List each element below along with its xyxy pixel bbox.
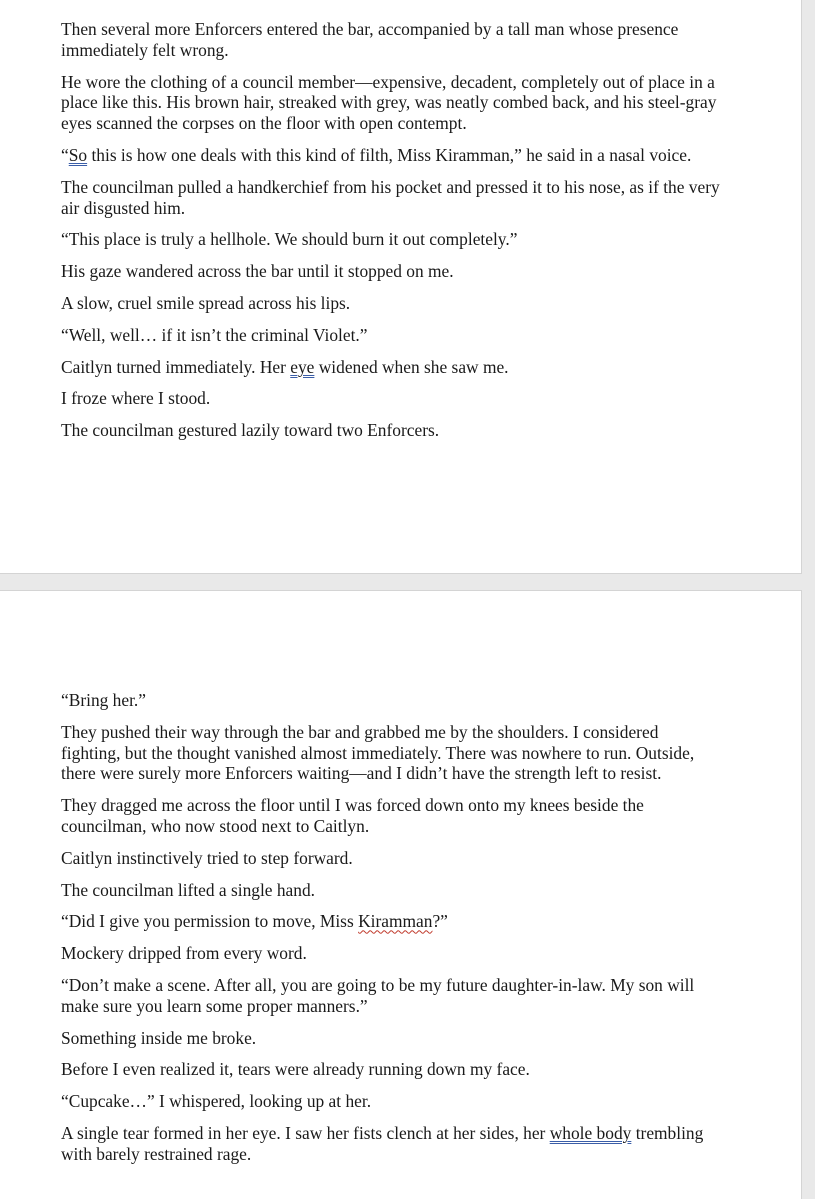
paragraph[interactable]: Mockery dripped from every word. [61, 943, 307, 964]
paragraph[interactable]: “Cupcake…” I whispered, looking up at her. [61, 1091, 372, 1112]
grammar-flag[interactable]: So [68, 144, 88, 165]
paragraph[interactable]: He wore the clothing of a council member—expensive, decadent, completely out of place in a place like this. His brown hair, streaked with grey, was neatly combed back, and his steel-gray eyes scanned the corpses on the floor with open contempt. [61, 71, 717, 134]
document-page-1[interactable] [0, 0, 802, 574]
page-1-text[interactable] [61, 19, 721, 452]
text-run: trembling with barely restrained rage. [61, 1122, 704, 1164]
paragraph[interactable]: The councilman lifted a single hand. [61, 879, 316, 900]
grammar-flag[interactable]: eye [290, 356, 315, 377]
paragraph[interactable]: A slow, cruel smile spread across his lips. [61, 292, 351, 313]
paragraph[interactable]: The councilman gestured lazily toward two Enforcers. [61, 420, 440, 441]
text-run: widened when she saw me. [314, 356, 509, 377]
paragraph[interactable]: Then several more Enforcers entered the bar, accompanied by a tall man whose presence immediately felt wrong. [61, 19, 679, 60]
paragraph[interactable]: “Well, well… if it isn’t the criminal Violet.” [61, 324, 368, 345]
paragraph[interactable] [61, 145, 721, 166]
text-run: ?” [432, 911, 448, 932]
paragraph[interactable]: Before I even realized it, tears were already running down my face. [61, 1059, 530, 1080]
paragraph[interactable]: They pushed their way through the bar and grabbed me by the shoulders. I considered fighting, but the thought vanished almost immediately. There was nowhere to run. Outside, there were surely more Enforcers waiting—and I didn’t have the strength left to resist. [61, 721, 695, 784]
paragraph[interactable]: “Don’t make a scene. After all, you are going to be my future daughter-in-law. My son will make sure you learn some proper manners.” [61, 974, 695, 1016]
paragraph[interactable]: “Bring her.” [61, 690, 146, 710]
paragraph[interactable]: They dragged me across the floor until I was forced down onto my knees beside the councilman, who now stood next to Caitlyn. [61, 795, 644, 836]
text-run: A single tear formed in her eye. I saw her fists clench at her sides, her [61, 1122, 550, 1143]
text-run: “Did I give you permission to move, Miss [61, 911, 359, 932]
text-run: Caitlyn turned immediately. Her [61, 356, 291, 377]
grammar-flag[interactable]: whole body [549, 1122, 632, 1143]
text-run: “ [61, 144, 69, 165]
document-page-2[interactable] [0, 590, 802, 1199]
paragraph[interactable]: Something inside me broke. [61, 1027, 257, 1048]
paragraph[interactable]: The councilman pulled a handkerchief from his pocket and pressed it to his nose, as if the very air disgusted him. [61, 176, 720, 218]
spelling-flag[interactable]: Kiramman [358, 911, 433, 932]
paragraph[interactable]: “This place is truly a hellhole. We should burn it out completely.” [61, 229, 518, 250]
paragraph[interactable] [61, 357, 721, 378]
text-run: this is how one deals with this kind of filth, Miss Kiramman,” he said in a nasal voice. [87, 144, 692, 165]
paragraph[interactable]: Caitlyn instinctively tried to step forward. [61, 847, 353, 868]
page-2-text[interactable] [61, 690, 721, 1176]
paragraph[interactable]: His gaze wandered across the bar until it stopped on me. [61, 261, 454, 282]
paragraph[interactable] [61, 911, 721, 932]
paragraph[interactable]: I froze where I stood. [61, 388, 211, 409]
paragraph[interactable] [61, 1123, 721, 1165]
